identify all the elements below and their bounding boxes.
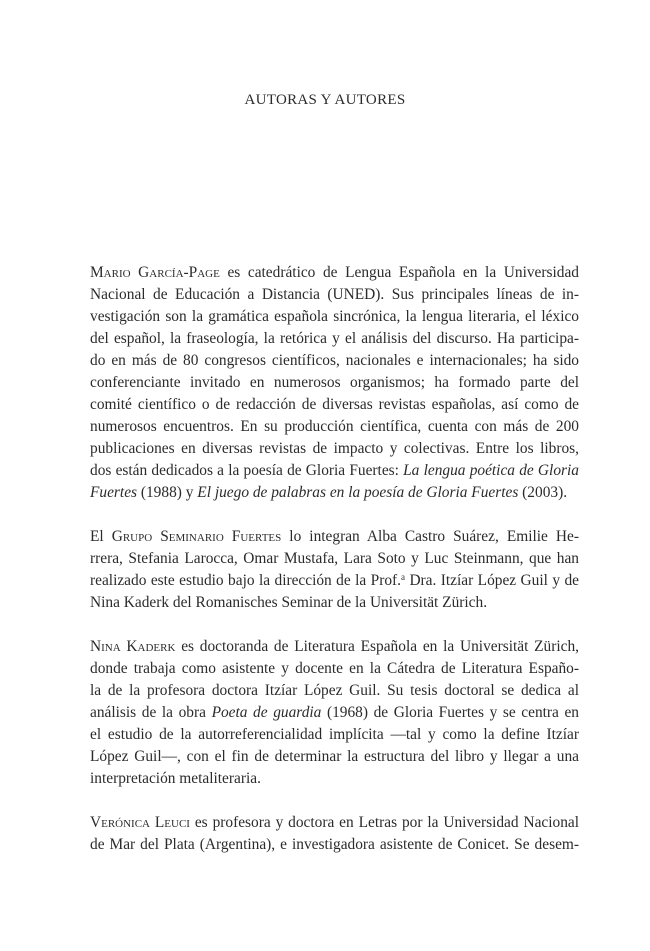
bio-line: de Mar del Plata (Argentina), e investigadora asistente de Conicet. Se desem-	[90, 836, 579, 853]
superscript: a	[401, 572, 406, 582]
bio-paragraph-garcia-page	[90, 262, 579, 504]
bio-line: conferenciante invitado en numerosos organismos; ha formado parte del	[90, 374, 579, 391]
book-title: La lengua poética de Gloria	[403, 462, 579, 479]
author-name: Grupo Seminario Fuertes	[111, 528, 282, 545]
bio-line: Nina Kaderk del Romanisches Seminar de la Universität Zürich.	[90, 594, 488, 611]
author-name: Mario García-Page	[90, 264, 220, 281]
bio-text: El	[90, 528, 112, 545]
bio-line	[90, 702, 579, 724]
bio-line: López Guil—, con el fin de determinar la estructura del libro y llegar a una	[90, 748, 579, 765]
bio-text: es doctoranda de Literatura Española en la Universität Zürich,	[175, 638, 579, 655]
bio-line	[90, 460, 579, 482]
bio-line: rrera, Stefania Larocca, Omar Mustafa, Lara Soto y Luc Steinmann, que han	[90, 550, 579, 567]
page-heading: AUTORAS Y AUTORES	[244, 92, 406, 108]
bio-line: vestigación son la gramática española sincrónica, la lengua literaria, el léxico	[90, 308, 579, 325]
bio-line: el estudio de la autorreferencialidad implícita —tal y como la define Itzíar	[90, 726, 579, 743]
bio-paragraph-grupo	[90, 526, 579, 614]
bio-line	[90, 262, 579, 284]
bio-line: del español, la fraseología, la retórica y el análisis del discurso. Ha participa-	[90, 330, 579, 347]
bio-paragraph-kaderk	[90, 636, 579, 790]
author-bios	[90, 262, 579, 878]
bio-text: análisis de la obra	[90, 704, 212, 721]
bio-line	[90, 636, 579, 658]
bio-line	[90, 570, 579, 592]
bio-text: (2003).	[518, 484, 568, 501]
bio-text: es profesora y doctora en Letras por la Universidad Nacional	[189, 814, 579, 831]
bio-line: do en más de 80 congresos científicos, nacionales e internacionales; ha sido	[90, 352, 579, 369]
bio-line: Nacional de Educación a Distancia (UNED). Sus principales líneas de in-	[90, 286, 579, 303]
bio-text: lo integran Alba Castro Suárez, Emilie He-	[281, 528, 579, 545]
bio-text: (1988) y	[137, 484, 198, 501]
bio-line: comité científico o de redacción de diversas revistas españolas, así como de	[90, 396, 579, 413]
author-name: Nina Kaderk	[90, 638, 176, 655]
bio-line: interpretación metaliteraria.	[90, 770, 261, 787]
bio-text: es catedrático de Lengua Española en la Universidad	[219, 264, 579, 281]
bio-line: publicaciones en diversas revistas de impacto y colectivas. Entre los libros,	[90, 440, 579, 457]
bio-line: donde trabaja como asistente y docente en la Cátedra de Literatura Españo-	[90, 660, 579, 677]
bio-text: (1968) de Gloria Fuertes y se centra en	[321, 704, 579, 721]
bio-line	[90, 482, 579, 504]
bio-line	[90, 526, 579, 548]
book-title: El juego de palabras en la poesía de Gloria Fuertes	[197, 484, 519, 501]
author-name: Verónica Leuci	[90, 814, 190, 831]
bio-text: dos están dedicados a la poesía de Gloria Fuertes:	[90, 462, 404, 479]
book-title: Fuertes	[90, 484, 138, 501]
bio-line: la de la profesora doctora Itzíar López Guil. Su tesis doctoral se dedica al	[90, 682, 579, 699]
bio-text: realizado este estudio bajo la dirección de la Prof.	[90, 572, 402, 589]
bio-text: Dra. Itzíar López Guil y de	[405, 572, 579, 589]
bio-line	[90, 812, 579, 834]
work-title: Poeta de guardia	[211, 704, 322, 721]
bio-paragraph-leuci	[90, 812, 579, 856]
bio-line: numerosos encuentros. En su producción científica, cuenta con más de 200	[90, 418, 579, 435]
